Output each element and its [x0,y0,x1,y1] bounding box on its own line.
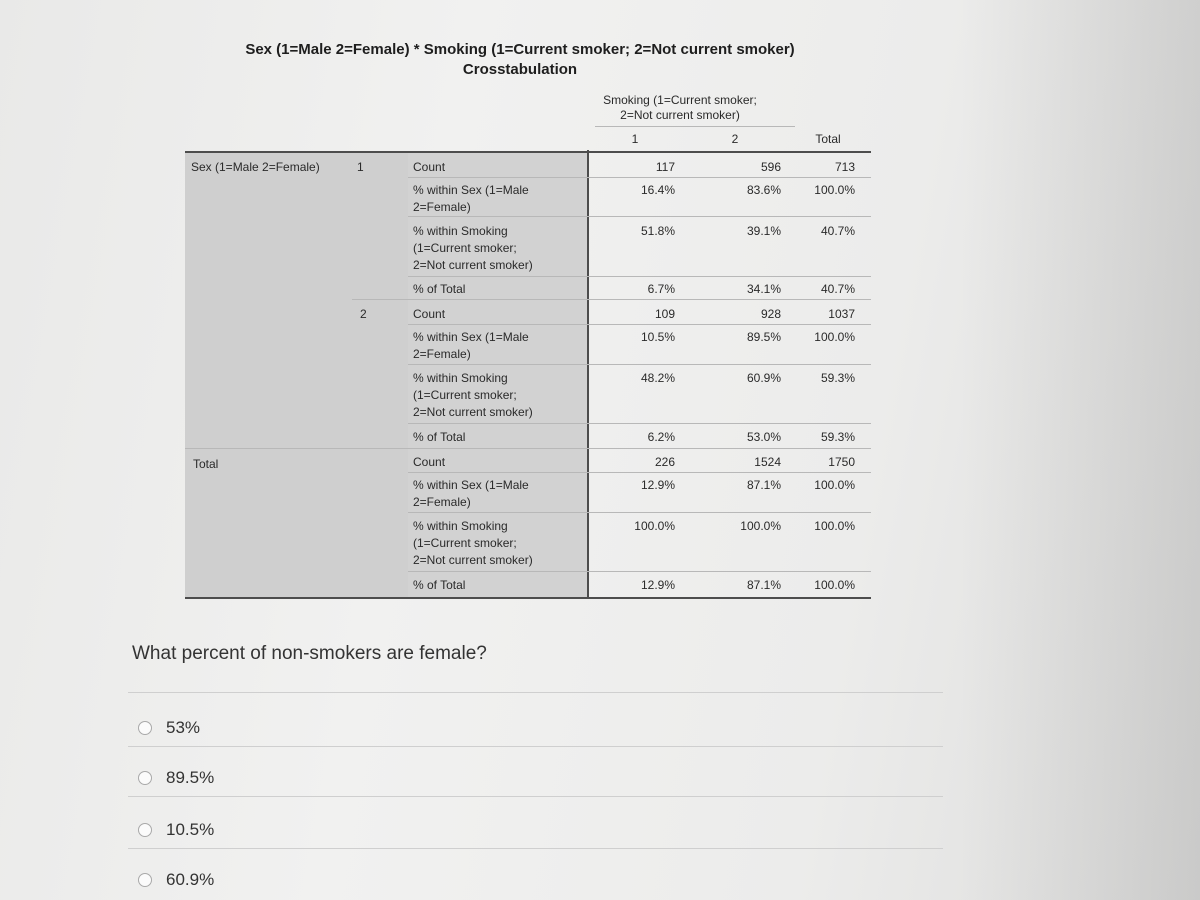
table-top-rule [185,151,871,153]
cell: 100.0% [634,519,675,533]
row-rule [408,472,871,473]
answer-option-3[interactable] [138,820,214,840]
answer-label: 89.5% [166,768,215,787]
table-bottom-rule [185,597,871,599]
answer-label: 53% [166,718,201,737]
radio-button[interactable] [138,721,152,735]
stat-label-within-smoking: % within Smoking (1=Current smoker; 2=Not current smoker) [413,519,533,567]
answer-label: 10.5% [166,820,215,839]
cell: 713 [834,160,855,174]
cell: 109 [654,307,675,321]
cell: 53.0% [746,430,781,444]
stat-label-within-sex: % within Sex (1=Male 2=Female) [413,330,529,361]
cell: 100.0% [740,519,781,533]
cell: 1750 [828,455,855,469]
row-total-label: Total [193,457,219,471]
cell: 1037 [828,307,855,321]
cell: 1524 [754,455,781,469]
row-label-area [185,152,408,598]
stat-label-of-total: % of Total [413,430,466,444]
row-rule [408,324,871,325]
radio-button[interactable] [138,873,152,887]
cell: 83.6% [746,183,781,197]
cell: 12.9% [640,478,675,492]
cell: 59.3% [820,430,855,444]
cell: 51.8% [640,224,675,238]
cell: 6.7% [647,282,675,296]
divider [128,692,943,693]
answer-option-4[interactable] [138,870,214,890]
cell: 40.7% [820,224,855,238]
col-header-1: 1 [631,132,639,146]
row-rule [408,216,871,217]
cell: 89.5% [746,330,781,344]
cell: 100.0% [814,330,855,344]
row-rule [408,364,871,365]
crosstab-title-line2: Crosstabulation [462,61,578,78]
stat-label-within-smoking: % within Smoking (1=Current smoker; 2=Not current smoker) [413,371,533,419]
group-rule [352,299,871,300]
cell: 100.0% [814,578,855,592]
cell: 100.0% [814,519,855,533]
cell: 16.4% [640,183,675,197]
stat-label-count: Count [413,160,446,174]
cell: 10.5% [640,330,675,344]
radio-button[interactable] [138,771,152,785]
cell: 117 [655,160,675,174]
cell: 34.1% [746,282,781,296]
row-value-1: 1 [357,160,364,174]
row-rule [408,571,871,572]
row-var-label: Sex (1=Male 2=Female) [191,160,320,174]
answer-option-2[interactable] [138,768,214,788]
radio-button[interactable] [138,823,152,837]
divider [128,848,943,849]
cell: 48.2% [640,371,675,385]
stat-label-count: Count [413,307,446,321]
row-rule [408,423,871,424]
row-rule [408,177,871,178]
cell: 59.3% [820,371,855,385]
col-header-total: Total [815,132,841,146]
row-rule [408,512,871,513]
crosstab-title [150,40,890,80]
cell: 60.9% [746,371,781,385]
divider [128,796,943,797]
cell: 12.9% [640,578,675,592]
divider [128,746,943,747]
cell: 87.1% [746,478,781,492]
header-rule [595,126,795,127]
col-header-smoking: Smoking (1=Current smoker; 2=Not current smoker) [603,93,757,122]
group-rule [185,448,871,449]
stat-label-of-total: % of Total [413,282,466,296]
cell: 596 [760,160,781,174]
cell: 39.1% [746,224,781,238]
stat-label-count: Count [413,455,446,469]
stat-label-of-total: % of Total [413,578,466,592]
cell: 100.0% [814,478,855,492]
stat-label-within-sex: % within Sex (1=Male 2=Female) [413,183,529,214]
cell: 6.2% [647,430,675,444]
answer-option-1[interactable] [138,718,200,738]
cell: 40.7% [820,282,855,296]
crosstab-title-line1: Sex (1=Male 2=Female) * Smoking (1=Current smoker; 2=Not current smoker) [245,41,795,58]
cell: 87.1% [746,578,781,592]
col-header-2: 2 [731,132,739,146]
answer-label: 60.9% [166,870,215,889]
cell: 928 [760,307,781,321]
cell: 226 [654,455,675,469]
stat-label-within-smoking: % within Smoking (1=Current smoker; 2=Not current smoker) [413,224,533,272]
stat-label-within-sex: % within Sex (1=Male 2=Female) [413,478,529,509]
cell: 100.0% [814,183,855,197]
background-shadow [960,0,1200,900]
row-value-2: 2 [360,307,367,321]
question-text: What percent of non-smokers are female? [132,643,487,664]
data-left-rule [587,150,589,599]
row-rule [408,276,871,277]
